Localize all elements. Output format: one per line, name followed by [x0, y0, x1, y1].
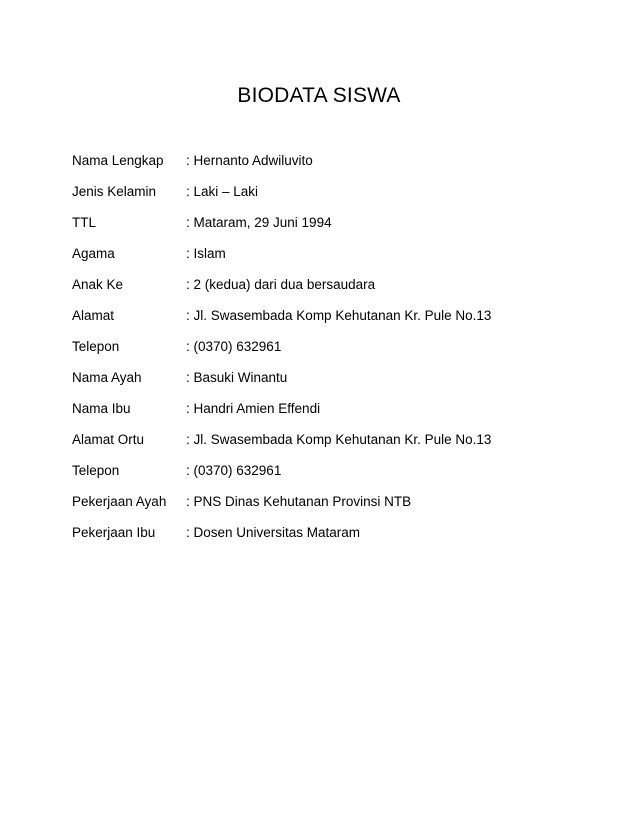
field-label: Alamat: [72, 308, 115, 323]
field-value: : (0370) 632961: [186, 463, 282, 478]
field-label: Nama Lengkap: [72, 153, 164, 168]
field-label: Telepon: [72, 463, 120, 478]
field-value: : 2 (kedua) dari dua bersaudara: [186, 277, 376, 292]
biodata-row: [72, 523, 612, 554]
biodata-row: [72, 275, 612, 306]
field-value: : Handri Amien Effendi: [186, 401, 321, 416]
field-value: : Jl. Swasembada Komp Kehutanan Kr. Pule No.13: [186, 308, 492, 323]
field-value: : (0370) 632961: [186, 339, 282, 354]
field-label: Pekerjaan Ibu: [72, 525, 156, 540]
field-label: Alamat Ortu: [72, 432, 145, 447]
field-value: : Laki – Laki: [186, 184, 259, 199]
biodata-row: [72, 399, 612, 430]
biodata-row: [72, 430, 612, 461]
biodata-row: [72, 461, 612, 492]
biodata-row: [72, 492, 612, 523]
biodata-row: [72, 337, 612, 368]
field-label: Jenis Kelamin: [72, 184, 157, 199]
field-label: Nama Ibu: [72, 401, 131, 416]
field-value: : Hernanto Adwiluvito: [186, 153, 313, 168]
field-label: Anak Ke: [72, 277, 124, 292]
field-label: Telepon: [72, 339, 120, 354]
field-label: Nama Ayah: [72, 370, 142, 385]
biodata-row: [72, 244, 612, 275]
biodata-row: [72, 182, 612, 213]
field-value: : PNS Dinas Kehutanan Provinsi NTB: [186, 494, 412, 509]
biodata-row: [72, 306, 612, 337]
field-value: : Jl. Swasembada Komp Kehutanan Kr. Pule No.13: [186, 432, 492, 447]
biodata-list: [72, 151, 612, 554]
field-value: : Dosen Universitas Mataram: [186, 525, 361, 540]
field-value: : Islam: [186, 246, 226, 261]
biodata-row: [72, 368, 612, 399]
field-value: : Mataram, 29 Juni 1994: [186, 215, 332, 230]
field-label: Agama: [72, 246, 115, 261]
field-label: Pekerjaan Ayah: [72, 494, 167, 509]
field-label: TTL: [72, 215, 97, 230]
field-value: : Basuki Winantu: [186, 370, 288, 385]
biodata-row: [72, 151, 612, 182]
document-title: BIODATA SISWA: [237, 84, 401, 107]
biodata-row: [72, 213, 612, 244]
